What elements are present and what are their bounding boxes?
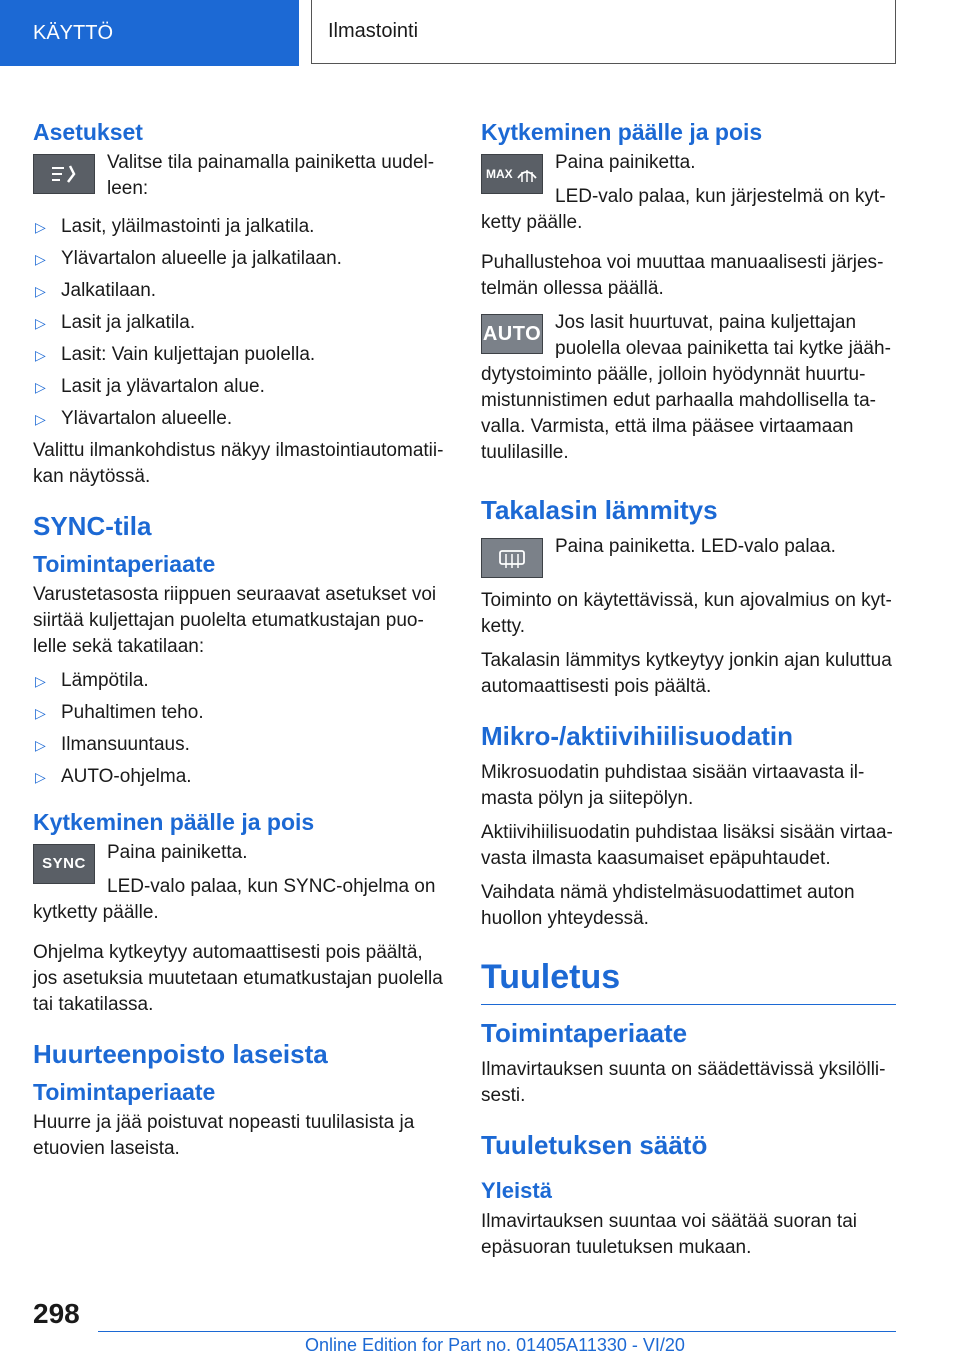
heading-rear: Takalasin lämmitys	[481, 495, 718, 525]
triangle-bullet-icon: ▷	[35, 347, 46, 363]
sync-principle-text: Varustetasosta riippuen seuraavat asetukset voi siirtää kuljettajan puolelta etumatkustajan puolelle sekä takatilaan:	[33, 584, 437, 657]
heading-vent-general: Yleistä	[481, 1178, 552, 1203]
left-column	[33, 100, 448, 1170]
max-defrost-icon	[486, 162, 538, 186]
list-item: ▷ Jalkatilaan.	[33, 278, 448, 304]
list-item: ▷ Ylävartalon alueelle ja jalkatilaan.	[33, 246, 448, 272]
max-button-block	[481, 150, 896, 244]
vent-general-text: Ilmavirtauksen suuntaa voi säätää suoran tai epäsuoran tuuletuksen mukaan.	[481, 1211, 857, 1258]
filter-micro: Mikrosuodatin puhdistaa sisään virtaavasta ilmasta pölyn ja siitepölyn.	[481, 762, 865, 809]
air-distribution-icon	[46, 162, 82, 186]
list-item: ▷ Ylävartalon alueelle.	[33, 406, 448, 432]
heading-defrost: Huurteenpoisto laseista	[33, 1039, 328, 1069]
onoff-press: Paina painiketta.	[555, 152, 696, 173]
list-item: ▷ Lasit: Vain kuljettajan puolella.	[33, 342, 448, 368]
vent-principle-text: Ilmavirtauksen suunta on säädettävissä yksilöllisesti.	[481, 1059, 886, 1106]
triangle-bullet-icon: ▷	[35, 705, 46, 721]
heading-filter: Mikro-/aktiivihiilisuodatin	[481, 721, 794, 751]
defrost-principle-text: Huurre ja jää poistuvat nopeasti tuulilasista ja etuovien laseista.	[33, 1112, 415, 1159]
triangle-bullet-icon: ▷	[35, 411, 46, 427]
heading-sync-onoff: Kytkeminen päälle ja pois	[33, 809, 315, 835]
triangle-bullet-icon: ▷	[35, 379, 46, 395]
footer-edition: Online Edition for Part no. 01405A11330 - VI/20	[305, 1335, 685, 1355]
sync-led: LED-valo palaa, kun SYNC-ohjelma on kytketty päälle.	[33, 876, 436, 923]
sync-auto-off: Ohjelma kytkeytyy automaattisesti pois päältä, jos asetuksia muutetaan etumatkustajan puolella tai takatilassa.	[33, 942, 443, 1015]
heading-vent-adjust: Tuuletuksen säätö	[481, 1130, 708, 1160]
footer-divider	[98, 1331, 896, 1332]
triangle-bullet-icon: ▷	[35, 219, 46, 235]
asetukset-intro: Valitse tila painamalla painiketta uudelleen:	[107, 152, 435, 199]
triangle-bullet-icon: ▷	[35, 315, 46, 331]
heading-sync: SYNC-tila	[33, 511, 152, 541]
heading-vent-principle: Toimintaperiaate	[481, 1018, 688, 1048]
onoff-blower: Puhallustehoa voi muuttaa manuaalisesti järjestelmän ollessa päällä.	[481, 252, 884, 299]
triangle-bullet-icon: ▷	[35, 737, 46, 753]
rear-window-defrost-button-icon	[481, 538, 543, 578]
filter-replace: Vaihdata nämä yhdistelmäsuodattimet auton huollon yhteydessä.	[481, 882, 855, 929]
sync-button-icon: SYNC	[33, 844, 95, 884]
rear-press: Paina painiketta. LED-valo palaa.	[555, 536, 836, 557]
rear-window-heat-icon	[496, 546, 528, 570]
triangle-bullet-icon: ▷	[35, 769, 46, 785]
sync-button-block	[33, 840, 448, 934]
rear-available: Toiminto on käytettävissä, kun ajovalmius on kytketty.	[481, 590, 892, 637]
list-item: ▷ Puhaltimen teho.	[33, 700, 448, 726]
air-distribution-block	[33, 150, 448, 210]
air-distribution-button-icon	[33, 154, 95, 194]
page-number: 298	[33, 1298, 80, 1329]
triangle-bullet-icon: ▷	[35, 283, 46, 299]
triangle-bullet-icon: ▷	[35, 251, 46, 267]
svg-text:MAX: MAX	[486, 167, 513, 181]
heading-sync-principle: Toimintaperiaate	[33, 551, 216, 577]
heading-vent: Tuuletus	[481, 956, 896, 1005]
page-header	[0, 0, 960, 66]
asetukset-list	[33, 214, 448, 432]
triangle-bullet-icon: ▷	[35, 673, 46, 689]
heading-asetukset: Asetukset	[33, 119, 143, 145]
asetukset-note: Valittu ilmankohdistus näkyy ilmastointiautomatiikan näytössä.	[33, 440, 444, 487]
list-item: ▷ Lasit ja jalkatila.	[33, 310, 448, 336]
heading-defrost-principle: Toimintaperiaate	[33, 1079, 216, 1105]
sync-list	[33, 668, 448, 790]
rear-auto-off: Takalasin lämmitys kytkeytyy jonkin ajan kuluttua automaattisesti pois päältä.	[481, 650, 892, 697]
max-defrost-button-icon	[481, 154, 543, 194]
list-item: ▷ Lasit ja ylävartalon alue.	[33, 374, 448, 400]
auto-button-block	[481, 310, 896, 474]
list-item: ▷ Lasit, yläilmastointi ja jalkatila.	[33, 214, 448, 240]
section-tab: KÄYTTÖ	[0, 0, 299, 66]
sync-press: Paina painiketta.	[107, 842, 248, 863]
list-item: ▷ Lämpötila.	[33, 668, 448, 694]
heading-onoff: Kytkeminen päälle ja pois	[481, 119, 763, 145]
chapter-title: Ilmastointi	[311, 0, 896, 64]
list-item: ▷ Ilmansuuntaus.	[33, 732, 448, 758]
onoff-led: LED-valo palaa, kun järjestelmä on kytketty päälle.	[481, 186, 886, 233]
onoff-fog: Jos lasit huurtuvat, paina kuljettajan puolella olevaa painiketta tai kytke jäähdytystoiminto päälle, jolloin hyödynnät huurtumistunnistimen edut parhaalla mahdollisella tavalla. Varmista, että ilma pääsee virtaamaan tuulilasille.	[481, 312, 891, 463]
filter-carbon: Aktiivihiilisuodatin puhdistaa lisäksi sisään virtaavasta ilmasta kaasumaiset epäpuhtaudet.	[481, 822, 893, 869]
auto-button-icon: AUTO	[481, 314, 543, 354]
rear-defrost-block	[481, 534, 896, 582]
list-item: ▷ AUTO-ohjelma.	[33, 764, 448, 790]
right-column	[481, 100, 896, 1269]
